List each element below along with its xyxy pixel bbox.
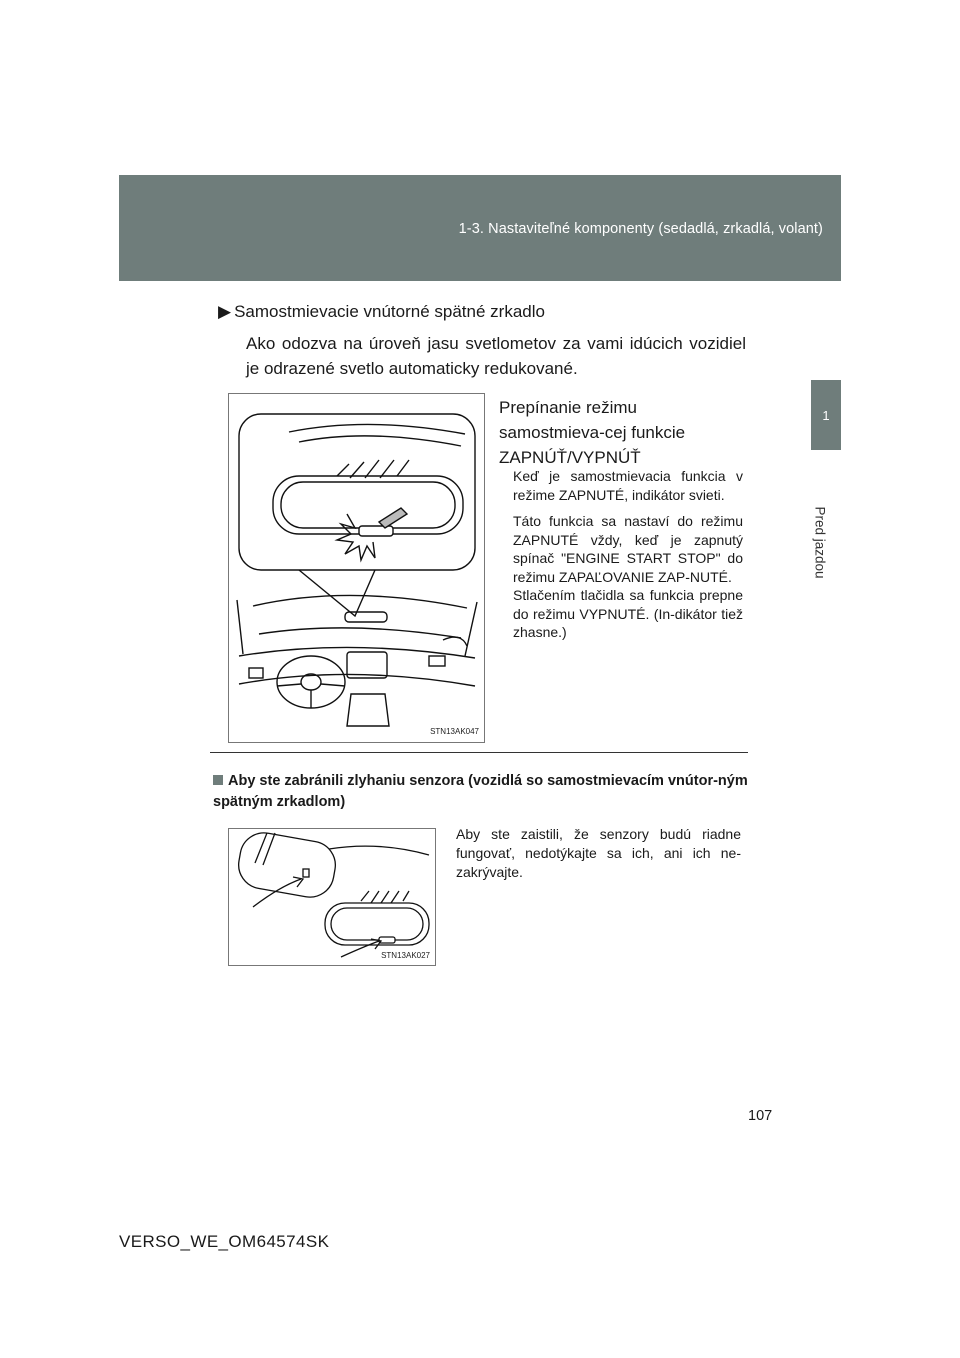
- chapter-side-label: Pred jazdou: [812, 506, 828, 579]
- subsection-heading-text: Aby ste zabránili zlyhaniu senzora (vozidlá so samostmievacím vnútor-ným spätným zrkadlom): [213, 773, 748, 810]
- chapter-number: 1: [822, 408, 830, 423]
- callout-paragraph: Táto funkcia sa nastaví do režimu ZAPNUTÉ vždy, keď je zapnutý spínač "ENGINE START STOP" do režimu ZAPAĽOVANIE ZAP-NUTÉ.: [513, 513, 743, 585]
- subsection-heading: [213, 771, 753, 813]
- chapter-tab: [811, 380, 841, 450]
- callout-title: Prepínanie režimu samostmieva-cej funkcie ZAPNÚŤ/VYPNÚŤ: [499, 398, 686, 467]
- callout-body: [513, 467, 743, 650]
- callout-paragraph: Keď je samostmievacia funkcia v režime ZAPNUTÉ, indikátor svieti.: [513, 468, 743, 503]
- section-title-text: Samostmievacie vnútorné spätné zrkadlo: [234, 302, 545, 321]
- figure-code: STN13AK047: [430, 727, 479, 736]
- note-paragraph: Aby ste zaistili, že senzory budú riadne fungovať, nedotýkajte sa ich, ani ich ne-zakrývajte.: [456, 826, 741, 880]
- header-band: [119, 175, 841, 281]
- mirror-illustration: [228, 393, 485, 743]
- mirror-dashboard-drawing: [229, 394, 484, 742]
- section-divider: [210, 752, 748, 753]
- figure-code: STN13AK027: [381, 951, 430, 960]
- document-code: VERSO_WE_OM64574SK: [119, 1232, 330, 1251]
- arrow-right-icon: ▶: [218, 302, 232, 321]
- section-title: [218, 302, 545, 322]
- page-number: 107: [748, 1108, 773, 1124]
- sensor-mirror-drawing: [229, 829, 435, 965]
- callout-paragraph: Stlačením tlačidla sa funkcia prepne do režimu VYPNUTÉ. (In-dikátor tiež zhasne.): [513, 587, 743, 640]
- chapter-title: 1-3. Nastaviteľné komponenty (sedadlá, zrkadlá, volant): [458, 221, 823, 237]
- intro-paragraph: Ako odozva na úroveň jasu svetlometov za vami idúcich vozidiel je odrazené svetlo automaticky redukované.: [246, 334, 746, 378]
- square-bullet-icon: [213, 775, 223, 785]
- sensor-illustration: [228, 828, 436, 966]
